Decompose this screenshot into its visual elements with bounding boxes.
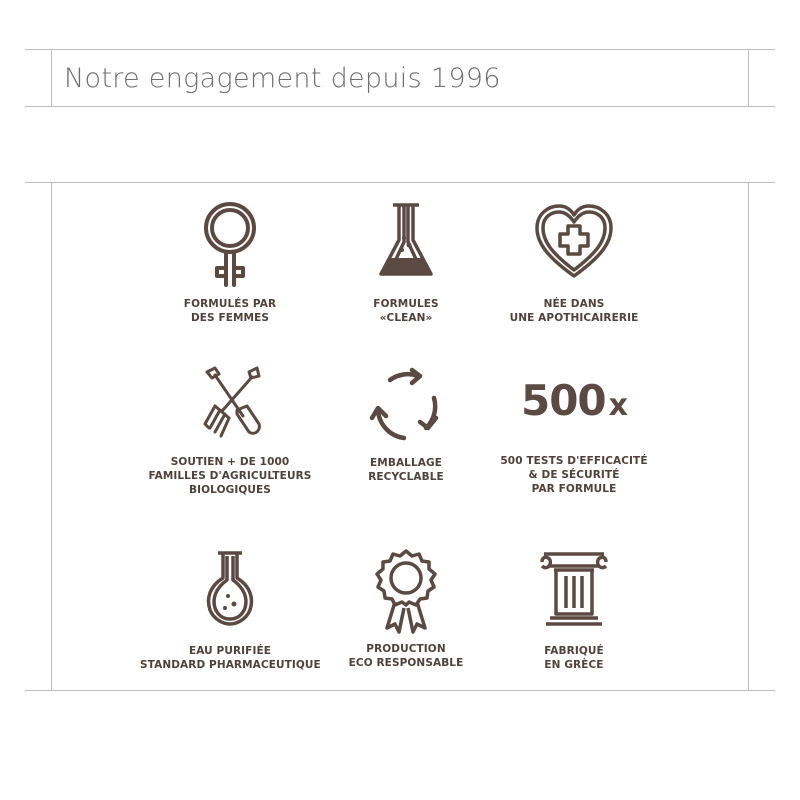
page-title: Notre engagement depuis 1996 — [64, 63, 501, 94]
header-top-rule — [25, 49, 775, 50]
header-bottom-rule — [25, 106, 775, 107]
heart-cross-icon — [529, 200, 619, 290]
panel-top-rule — [25, 182, 775, 183]
header-right-rule — [748, 49, 749, 107]
water-flask-icon — [200, 548, 260, 628]
recycle-icon — [366, 366, 446, 446]
award-rosette-icon — [371, 548, 441, 634]
feature-recyclable-packaging — [316, 366, 496, 484]
feature-label: SOUTIEN + DE 1000 FAMILLES D'AGRICULTEURS BIOLOGIQUES — [148, 456, 312, 496]
header-left-rule — [51, 49, 52, 107]
feature-made-in-greece — [484, 548, 664, 672]
feature-label: FABRIQUÉ EN GRÈCE — [544, 645, 604, 671]
farm-tools-icon — [185, 366, 275, 446]
big-number-500x: 500 x — [520, 376, 628, 425]
panel-bottom-rule — [25, 690, 775, 691]
feature-born-in-apothecary — [484, 200, 664, 325]
feature-clean-formulas — [316, 200, 496, 325]
feature-formulated-by-women — [140, 200, 320, 325]
feature-500-tests — [484, 366, 664, 496]
lab-flask-icon — [371, 200, 441, 290]
feature-label: FORMULES «CLEAN» — [373, 298, 439, 324]
greek-column-icon — [534, 548, 614, 630]
feature-eco-production — [316, 548, 496, 670]
panel-right-rule — [748, 182, 749, 691]
feature-label: EMBALLAGE RECYCLABLE — [368, 457, 444, 483]
panel-left-rule — [51, 182, 52, 691]
feature-label: 500 TESTS D'EFFICACITÉ & DE SÉCURITÉ PAR FORMULE — [500, 455, 648, 495]
feature-label: FORMULÉS PAR DES FEMMES — [183, 298, 277, 324]
feature-label: NÉE DANS UNE APOTHICAIRERIE — [509, 298, 639, 324]
feature-label: EAU PURIFIÉE STANDARD PHARMACEUTIQUE — [140, 645, 321, 671]
feature-purified-water — [140, 548, 320, 672]
feature-label: PRODUCTION ECO RESPONSABLE — [348, 643, 464, 669]
feature-supporting-farmers — [140, 366, 320, 497]
female-symbol-icon — [195, 200, 265, 290]
